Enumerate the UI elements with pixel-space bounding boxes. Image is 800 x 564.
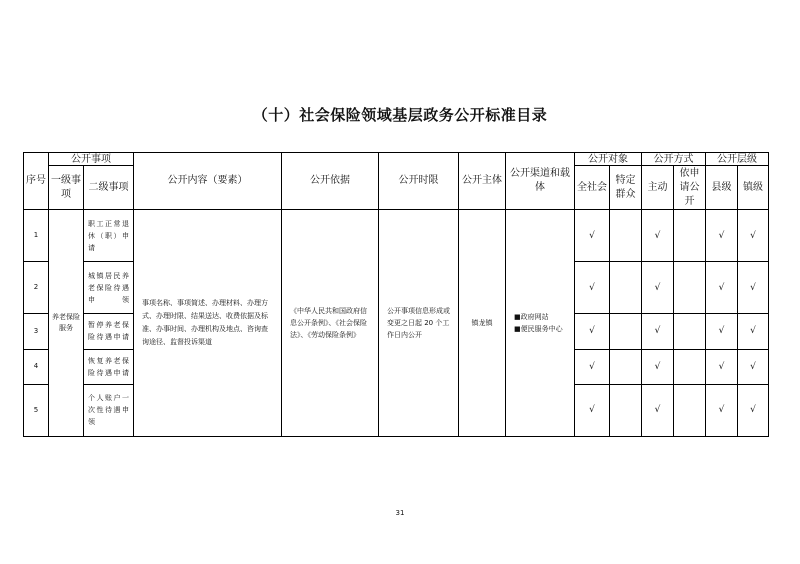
row-seq: 3 <box>24 314 49 349</box>
header-level-town: 镇级 <box>738 166 769 210</box>
header-level-county: 县级 <box>706 166 738 210</box>
header-item2: 二级事项 <box>84 166 134 210</box>
header-channel: 公开渠道和载体 <box>506 153 575 210</box>
row-target-all: √ <box>575 314 610 349</box>
row-mode-active: √ <box>642 384 674 436</box>
row-seq: 1 <box>24 210 49 262</box>
row-level-county: √ <box>706 262 738 314</box>
row-level-town: √ <box>738 262 769 314</box>
row-target-specific <box>610 384 642 436</box>
row-mode-apply <box>674 262 706 314</box>
header-mode-active: 主动 <box>642 166 674 210</box>
row-target-specific <box>610 210 642 262</box>
row-level-county: √ <box>706 314 738 349</box>
row-mode-active: √ <box>642 349 674 384</box>
row-level-town: √ <box>738 384 769 436</box>
subject-cell: 镇龙镇 <box>459 210 506 437</box>
row-level-town: √ <box>738 349 769 384</box>
header-target-all: 全社会 <box>575 166 610 210</box>
row-item2: 个人账户一次性待遇申领 <box>84 384 134 436</box>
row-target-all: √ <box>575 349 610 384</box>
row-level-town: √ <box>738 210 769 262</box>
row-mode-active: √ <box>642 210 674 262</box>
channel-cell <box>506 210 575 437</box>
row-target-all: √ <box>575 210 610 262</box>
header-level-group: 公开层级 <box>706 153 769 166</box>
header-mode-apply: 依申请公开 <box>674 166 706 210</box>
row-target-specific <box>610 262 642 314</box>
header-seq: 序号 <box>24 153 49 210</box>
header-item-group: 公开事项 <box>49 153 134 166</box>
row-seq: 4 <box>24 349 49 384</box>
table-row <box>24 210 769 262</box>
row-mode-active: √ <box>642 262 674 314</box>
row-level-county: √ <box>706 384 738 436</box>
header-time: 公开时限 <box>379 153 459 210</box>
item1-cell: 养老保险服务 <box>49 210 84 437</box>
page-number: 31 <box>395 509 405 517</box>
row-seq: 2 <box>24 262 49 314</box>
channel-website: ■政府网站 <box>514 313 549 321</box>
row-target-all: √ <box>575 262 610 314</box>
channel-service-center: ■便民服务中心 <box>514 325 563 333</box>
row-target-all: √ <box>575 384 610 436</box>
header-content: 公开内容（要素） <box>134 153 282 210</box>
row-seq: 5 <box>24 384 49 436</box>
row-item2: 恢复养老保险待遇申请 <box>84 349 134 384</box>
row-mode-apply <box>674 210 706 262</box>
row-target-specific <box>610 349 642 384</box>
row-item2: 暂停养老保险待遇申请 <box>84 314 134 349</box>
header-subject: 公开主体 <box>459 153 506 210</box>
row-mode-apply <box>674 384 706 436</box>
content-cell: 事项名称、事项简述、办理材料、办理方式、办理时限、结果送达、收费依据及标准、办事时间、办理机构及地点、咨询查询途径、监督投诉渠道 <box>134 210 282 437</box>
header-mode-group: 公开方式 <box>642 153 706 166</box>
row-mode-active: √ <box>642 314 674 349</box>
row-mode-apply <box>674 349 706 384</box>
row-level-town: √ <box>738 314 769 349</box>
time-cell: 公开事项信息形成或变更之日起 20 个工作日内公开 <box>379 210 459 437</box>
row-item2: 城镇居民养老保险待遇申领 <box>84 262 134 314</box>
header-target-specific: 特定群众 <box>610 166 642 210</box>
row-level-county: √ <box>706 349 738 384</box>
basis-cell: 《中华人民共和国政府信息公开条例》、《社会保险法》、《劳动保险条例》 <box>282 210 379 437</box>
header-basis: 公开依据 <box>282 153 379 210</box>
row-level-county: √ <box>706 210 738 262</box>
row-item2: 职工正常退休（职）申请 <box>84 210 134 262</box>
header-target-group: 公开对象 <box>575 153 642 166</box>
row-target-specific <box>610 314 642 349</box>
catalog-table <box>23 152 769 437</box>
header-item1: 一级事项 <box>49 166 84 210</box>
row-mode-apply <box>674 314 706 349</box>
page-title: （十）社会保险领域基层政务公开标准目录 <box>252 106 548 124</box>
